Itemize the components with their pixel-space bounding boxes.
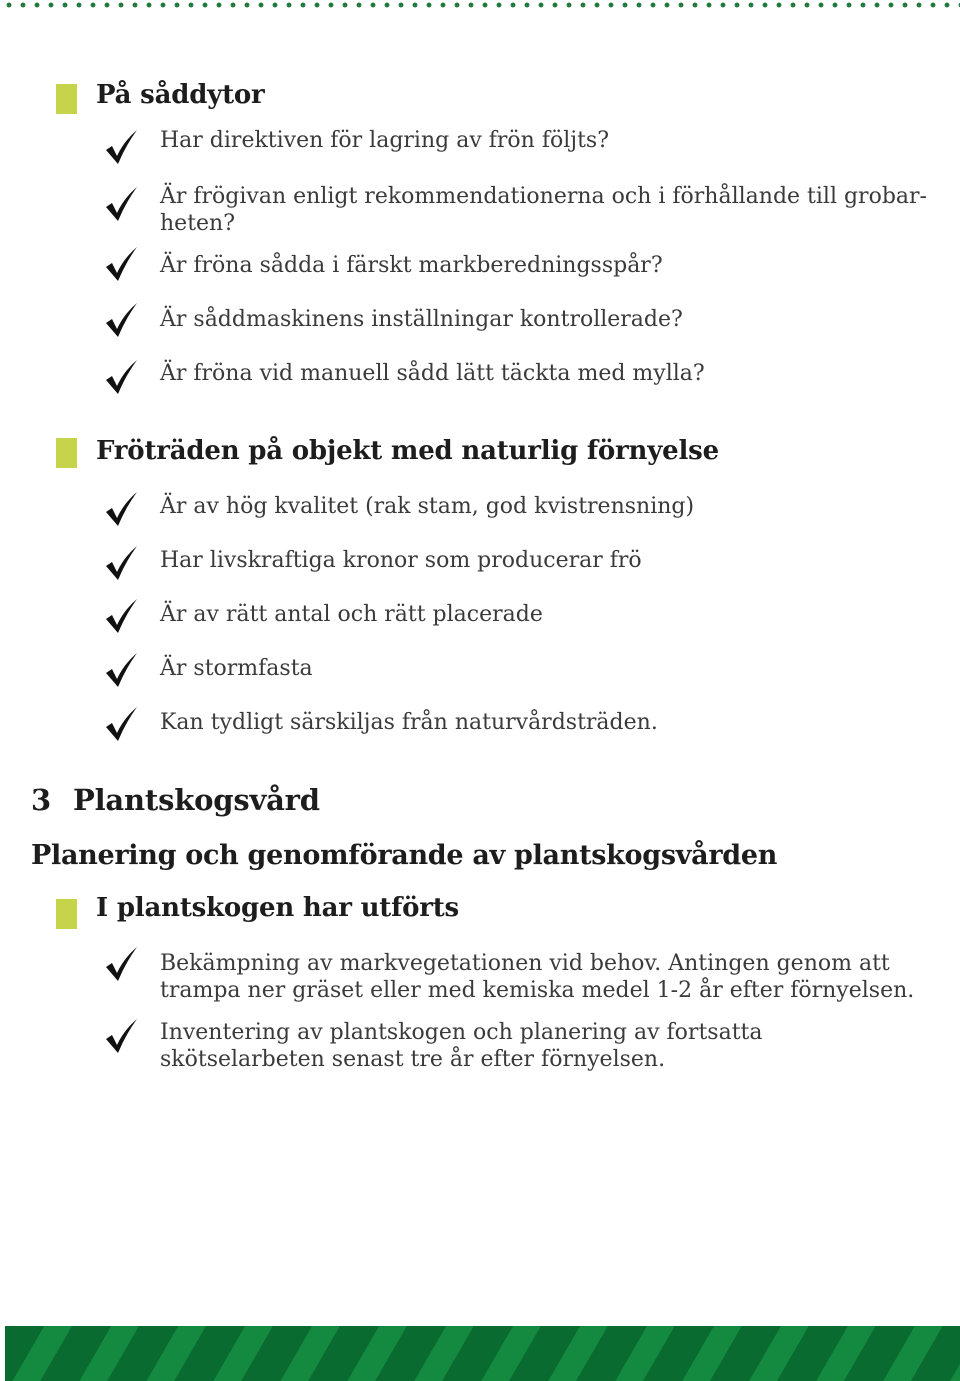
- list-item: Är frögivan enligt rekommendationerna och i förhållande till grobar-heten?: [160, 184, 927, 236]
- dotted-top-border: [0, 0, 960, 10]
- checkmark-icon: [104, 652, 138, 688]
- checkmark-icon: [104, 359, 138, 395]
- checkmark-icon: [104, 946, 138, 982]
- section-heading: På såddytor: [96, 80, 265, 110]
- list-item: Har livskraftiga kronor som producerar frö: [160, 548, 642, 573]
- list-item: Kan tydligt särskiljas från naturvårdsträden.: [160, 710, 658, 735]
- checkmark-icon: [104, 491, 138, 527]
- checkmark-icon: [104, 302, 138, 338]
- list-item: Är såddmaskinens inställningar kontrollerade?: [160, 307, 683, 332]
- list-item: Är fröna vid manuell sådd lätt täckta med mylla?: [160, 361, 705, 386]
- list-item: Är stormfasta: [160, 656, 313, 681]
- list-item: Har direktiven för lagring av frön följts?: [160, 128, 609, 153]
- heading-marker-square: [56, 84, 77, 114]
- list-item: Bekämpning av markvegetationen vid behov. Antingen genom att trampa ner gräset eller med kemiska medel 1-2 år efter förnyelsen.: [160, 951, 915, 1003]
- checkmark-icon: [104, 545, 138, 581]
- list-item: Inventering av plantskogen och planering av fortsatta skötselarbeten senast tre år efter förnyelsen.: [160, 1020, 763, 1072]
- heading-marker-square: [56, 438, 77, 468]
- chapter-subtitle: Planering och genomförande av plantskogsvården: [31, 840, 778, 871]
- chapter-title: [31, 783, 320, 817]
- list-item: Är av hög kvalitet (rak stam, god kvistrensning): [160, 494, 695, 519]
- checkmark-icon: [104, 246, 138, 282]
- list-item: Är av rätt antal och rätt placerade: [160, 602, 543, 627]
- checkmark-icon: [104, 1018, 138, 1054]
- section-heading: Fröträden på objekt med naturlig förnyelse: [96, 436, 719, 466]
- section-heading: I plantskogen har utförts: [96, 893, 459, 923]
- checkmark-icon: [104, 706, 138, 742]
- checkmark-icon: [104, 129, 138, 165]
- checkmark-icon: [104, 598, 138, 634]
- striped-footer-band: [5, 1326, 960, 1381]
- chapter-title-text: Plantskogsvård: [72, 783, 320, 817]
- heading-marker-square: [56, 899, 77, 929]
- checkmark-icon: [104, 186, 138, 222]
- chapter-number: 3: [31, 783, 51, 817]
- list-item: Är fröna sådda i färskt markberedningsspår?: [160, 253, 663, 278]
